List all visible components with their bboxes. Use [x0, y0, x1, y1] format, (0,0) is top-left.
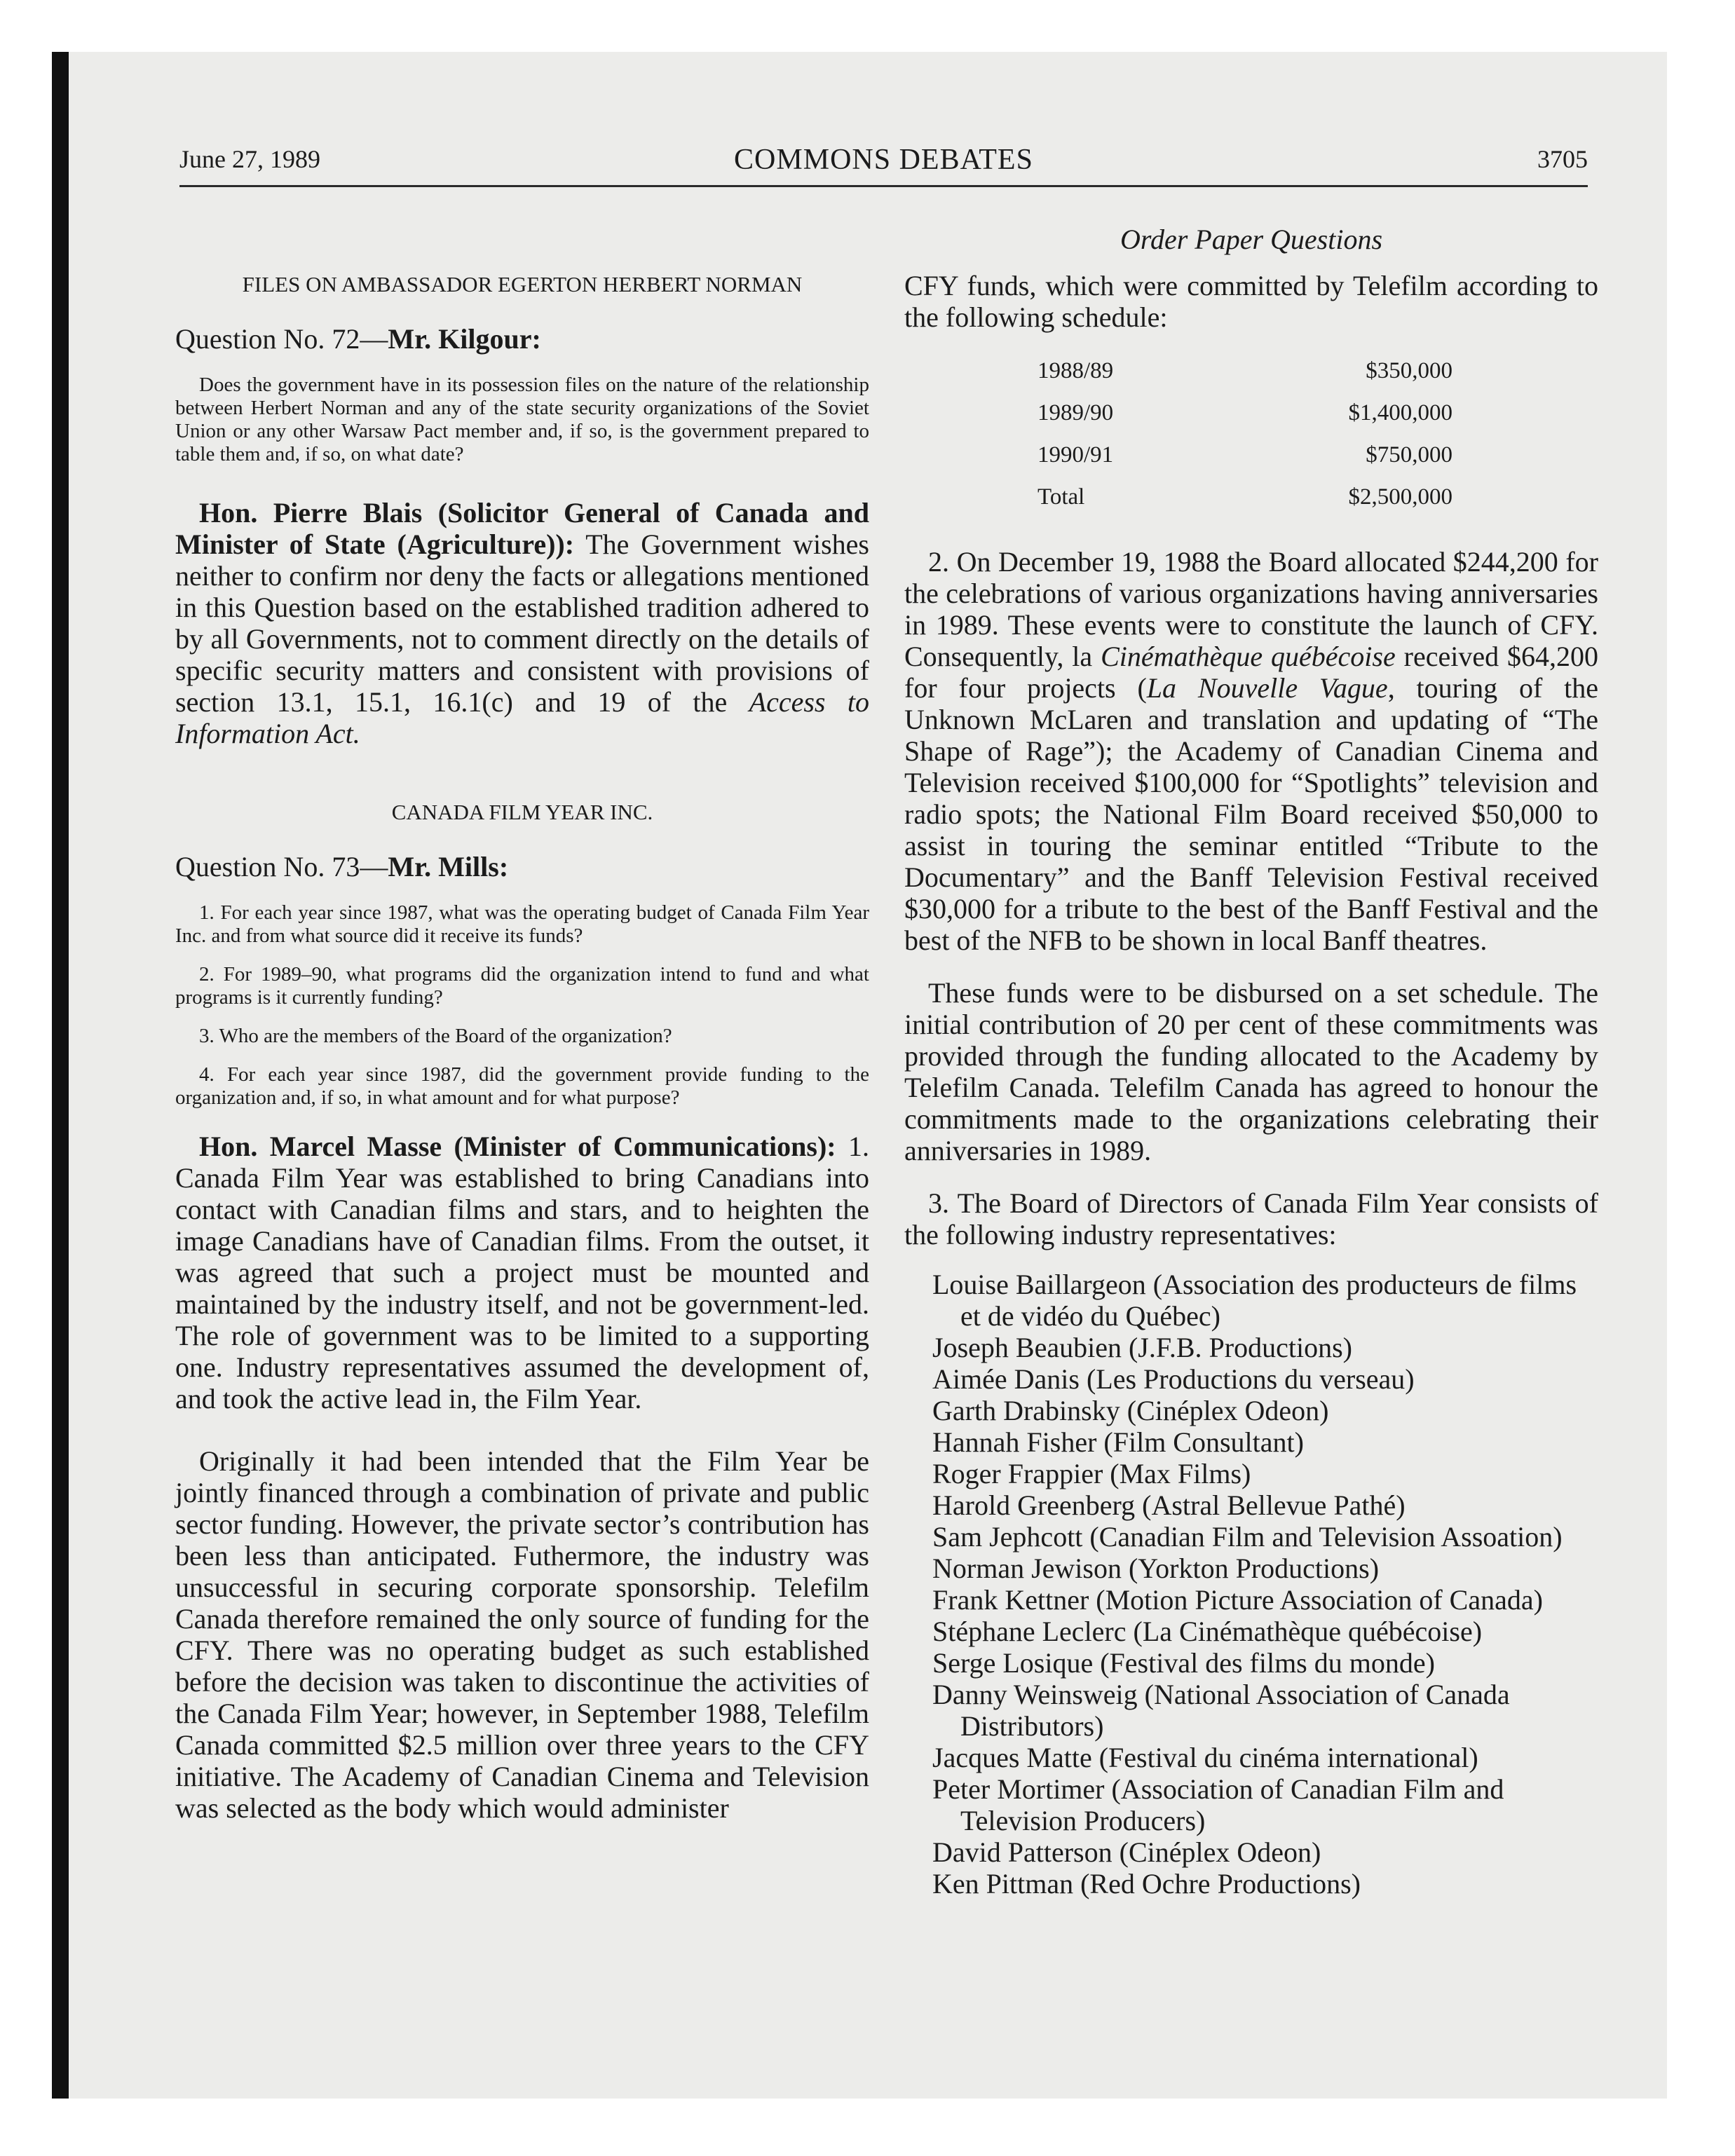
list-item: Roger Frappier (Max Films) [932, 1458, 1251, 1489]
table-row [1037, 350, 1452, 392]
board-members-list [904, 1269, 1598, 1899]
question-73-item: 2. For 1989–90, what programs did the organization intend to fund and what programs is it currently funding? [175, 963, 869, 1009]
list-item: Ken Pittman (Red Ochre Productions) [932, 1868, 1361, 1899]
answer-masse [175, 1131, 869, 1414]
header-date: June 27, 1989 [179, 145, 320, 173]
table-row [1037, 476, 1452, 518]
header-title: COMMONS DEBATES [734, 144, 1033, 176]
answer-blais [175, 497, 869, 749]
question-73-item: 4. For each year since 1987, did the government provide funding to the organization and, if so, in what amount and for what purpose? [175, 1063, 869, 1109]
list-item: Hannah Fisher (Film Consultant) [932, 1426, 1304, 1458]
question-72-heading [175, 322, 869, 355]
section-title-norman-files: FILES ON AMBASSADOR EGERTON HERBERT NORMAN [242, 272, 803, 296]
question-73-heading [175, 850, 869, 883]
schedule-amount: $750,000 [1366, 442, 1452, 468]
question-label: Question No. 73— [175, 851, 388, 882]
page-number: 3705 [1537, 145, 1588, 173]
table-row [1037, 392, 1452, 434]
list-item: Peter Mortimer (Association of Canadian Film and Television Producers) [932, 1773, 1504, 1836]
list-item: Stéphane Leclerc (La Cinémathèque québécoise) [932, 1616, 1483, 1647]
list-item: Sam Jephcott (Canadian Film and Television Assoation) [932, 1521, 1563, 1553]
list-item: Danny Weinsweig (National Association of Canada Distributors) [932, 1679, 1510, 1742]
list-item: Louise Baillargeon (Association des producteurs de films et de vidéo du Québec) [932, 1269, 1577, 1332]
paragraph-board: 3. The Board of Directors of Canada Film Year consists of the following industry representatives: [904, 1187, 1598, 1250]
paragraph-funds-schedule: These funds were to be disbursed on a set schedule. The initial contribution of 20 per cent of these commitments was provided through the funding allocated to the Academy by Telefilm Canada. Telefilm Canada has agreed to honour the commitments made to the organizations celebrating their anniversaries in 1989. [904, 977, 1598, 1166]
section-title-film-year: CANADA FILM YEAR INC. [391, 800, 653, 824]
question-73-item: 3. Who are the members of the Board of the organization? [199, 1025, 672, 1047]
paragraph-originally: Originally it had been intended that the Film Year be jointly financed through a combination of private and public sector funding. However, the private sector’s contribution has been less than anticipated. Futhermore, the industry was unsuccessful in securing corporate sponsorship. Telefilm Canada therefore remained the only source of funding for the CFY. There was no operating budget as such established before the decision was taken to discontinue the activities of the Canada Film Year; however, in September 1988, Telefilm Canada committed $2.5 million over three years to the CFY initiative. The Academy of Canadian Cinema and Television was selected as the body which would administer [175, 1445, 869, 1824]
paragraph-text: , touring of the Unknown McLaren and translation and updating of “The Shape of Rage”); the Academy of Canadian Cinema and Television received $100,000 for “Spotlights” television and radio spots; the National Film Board received $50,000 to assist in touring the seminar entitled “Tribute to the Documentary” and the Banff Television Festival received $30,000 for a tribute to the best of the Banff Festival and the best of the NFB to be shown in local Banff theatres. [904, 672, 1598, 956]
schedule-amount: $350,000 [1366, 357, 1452, 383]
paragraph-text: 2. On December 19, 1988 the Board allocated $244,200 for the celebrations of various organizations having anniversaries in 1989. These events were to constitute the launch of CFY. Consequently, la [904, 546, 1598, 672]
list-item: Serge Losique (Festival des films du monde) [932, 1647, 1435, 1679]
list-item: Norman Jewison (Yorkton Productions) [932, 1553, 1380, 1584]
schedule-year: Total [1037, 484, 1085, 510]
list-item: Jacques Matte (Festival du cinéma international) [932, 1742, 1478, 1773]
list-item: Harold Greenberg (Astral Bellevue Pathé) [932, 1489, 1406, 1521]
question-member: Mr. Mills: [388, 851, 509, 882]
section-head-order-paper: Order Paper Questions [1120, 224, 1383, 255]
right-column [904, 223, 1598, 1899]
act-title: Access to Information Act. [175, 686, 869, 749]
list-item: Garth Drabinsky (Cinéplex Odeon) [932, 1395, 1329, 1426]
organization-name: Cinémathèque québécoise [1101, 641, 1396, 672]
funding-schedule-table [1037, 350, 1452, 518]
list-item: Joseph Beaubien (J.F.B. Productions) [932, 1332, 1352, 1363]
paragraph-text: received $64,200 for four projects ( [904, 641, 1599, 704]
schedule-year: 1989/90 [1037, 400, 1114, 425]
paragraph-allocations [904, 546, 1598, 956]
list-item: Frank Kettner (Motion Picture Association of Canada) [932, 1584, 1543, 1616]
question-label: Question No. 72— [175, 323, 388, 355]
project-name: La Nouvelle Vague [1146, 672, 1388, 704]
question-member: Mr. Kilgour: [388, 323, 541, 355]
schedule-year: 1988/89 [1037, 357, 1114, 383]
list-item: David Patterson (Cinéplex Odeon) [932, 1836, 1321, 1868]
schedule-amount: $1,400,000 [1348, 400, 1452, 425]
speaker-masse: Hon. Marcel Masse (Minister of Communications): [199, 1131, 836, 1162]
paragraph-cfy-funds: CFY funds, which were committed by Telefilm according to the following schedule: [904, 270, 1598, 333]
question-72-text: Does the government have in its possession files on the nature of the relationship between Herbert Norman and any of the state security organizations of the Soviet Union or any other Warsaw Pact member and, if so, is the government prepared to table them and, if so, on what date? [175, 374, 869, 465]
schedule-year: 1990/91 [1037, 442, 1114, 468]
running-header [179, 140, 1588, 187]
speaker-blais: Hon. Pierre Blais (Solicitor General of Canada and Minister of State (Agriculture)): [175, 497, 869, 560]
list-item: Aimée Danis (Les Productions du verseau) [932, 1363, 1415, 1395]
answer-masse-text: 1. Canada Film Year was established to bring Canadians into contact with Canadian films and stars, and to heighten the image Canadians have of Canadian films. From the outset, it was agreed that such a project must be mounted and maintained by the industry itself, and not be government-led. The role of government was to be limited to a supporting one. Industry representatives assumed the development of, and took the active lead in, the Film Year. [175, 1131, 870, 1414]
left-column [175, 223, 869, 1824]
schedule-amount: $2,500,000 [1348, 484, 1452, 510]
question-73-item: 1. For each year since 1987, what was the operating budget of Canada Film Year Inc. and from what source did it receive its funds? [175, 901, 869, 947]
table-row [1037, 434, 1452, 476]
answer-blais-text: The Government wishes neither to confirm nor deny the facts or allegations mentioned in this Question based on the established tradition adhered to by all Governments, not to comment directly on the details of specific security matters and consistent with provisions of section 13.1, 15.1, 16.1(c) and 19 of the [175, 528, 869, 718]
scan-binding-edge [52, 52, 69, 2099]
